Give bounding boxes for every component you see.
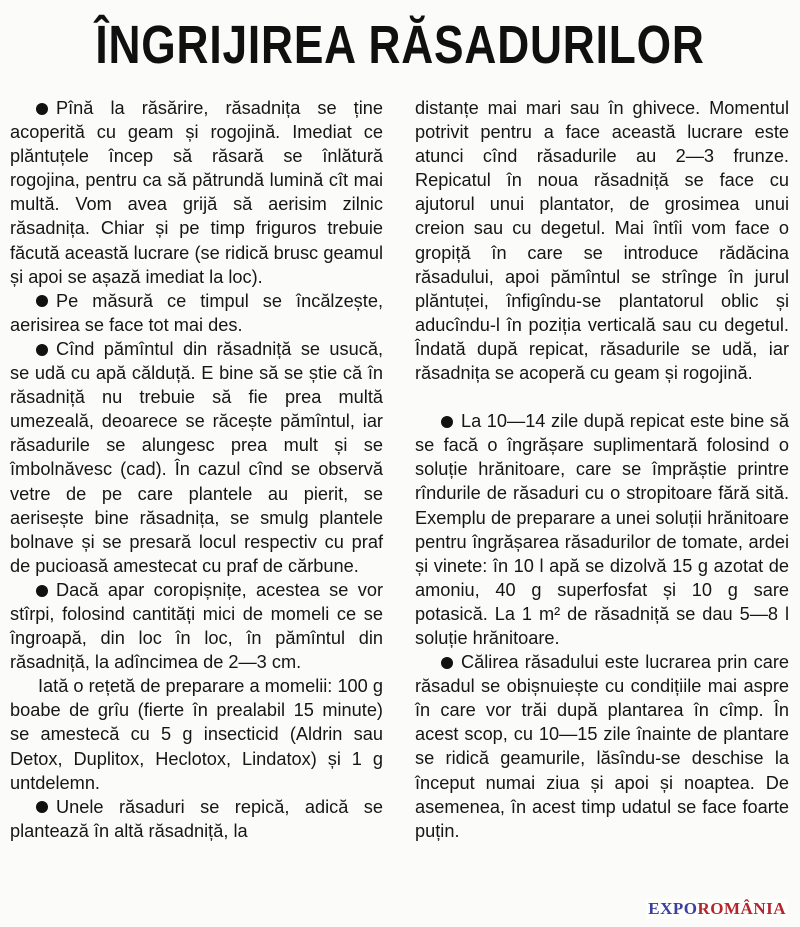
paragraph: distanțe mai mari sau în ghivece. Momentul potrivit pentru a face această lucrare este atunci cînd răsadurile au 2—3 frunze. Repicatul în noua răsadniță se face cu ajutorul unui plantator, de grosimea unui creion sau cu degetul. Mai întîi vom face o gropiță în care se introduce rădăcina răsadului, apoi pămîntul se strînge în jurul plăntuței, înfigîndu-se plantatorul oblic și aducîndu-l în poziția verticală sau cu degetul. Îndată după repicat, răsadurile se udă, iar răsadnița se acoperă cu geam și rogojină. [415, 98, 789, 384]
paragraph-gap [415, 385, 789, 409]
watermark-logo: EXPOROMÂNIA [648, 899, 786, 918]
bullet-icon [36, 344, 48, 356]
paragraph: Iată o rețetă de preparare a momelii: 100 g boabe de grîu (fierte în prealabil 15 minute) se amestecă cu 5 g insecticid (Aldrin sau Detox, Duplitox, Heclotox, Lindatox) și 1 g untdelemn. [10, 676, 383, 793]
paragraph: Pînă la răsărire, răsadnița se ține acoperită cu geam și rogojină. Imediat ce plăntuțele încep să răsară se înlătură rogojina, pentru ca să pătrundă lumină cît mai multă. Vom avea grijă să aerisim zilnic răsadnița. Chiar și pe timp friguros trebuie făcută această lucrare (se ridică brusc geamul și apoi se așază imediat la loc). [10, 98, 383, 287]
bullet-icon [36, 801, 48, 813]
bullet-icon [36, 103, 48, 115]
paragraph: Cînd pămîntul din răsadniță se usucă, se udă cu apă călduță. E bine să se știe că în răsadniță nu trebuie să fie prea multă umezeală, deoarece se răcește pămîntul, iar răsadurile se alungesc prea mult și se îmbolnăvesc (cad). În cazul cînd se observă vetre de pe care plantele au pierit, se aerisește bine răsadnița, se smulg plantele bolnave și se presară locul respectiv cu praf de pucioasă amestecat cu praf de cărbune. [10, 338, 383, 576]
paragraph: Călirea răsadului este lucrarea prin care răsadul se obișnuiește cu condițiile mai aspre în care vor trăi după plantarea în cîmp. În acest scop, cu 10—15 zile înainte de plantare se ridică geamurile, lăsîndu-se deschise la început numai ziua și apoi și noaptea. De asemenea, în acest timp udatul se face foarte puțin. [415, 652, 789, 841]
paragraph: Unele răsaduri se repică, adică se plantează în altă răsadniță, la [10, 796, 383, 841]
article-title: ÎNGRIJIREA RĂSADURILOR [95, 15, 705, 75]
paragraph: Dacă apar coropișnițe, acestea se vor stîrpi, folosind cantități mici de momeli ce se îngroapă, din loc în loc, în pămîntul din răsadniță, la adîncimea de 2—3 cm. [10, 579, 383, 673]
bullet-icon [441, 416, 453, 428]
paragraph: Pe măsură ce timpul se încălzește, aerisirea se face tot mai des. [10, 290, 383, 335]
paragraph: La 10—14 zile după repicat este bine să se facă o îngrășare suplimentară folosind o soluție hrănitoare, care se împrăștie printre rîndurile de răsaduri cu o stropitoare fără sită. Exemplu de preparare a unei soluții hrănitoare pentru îngrășarea răsadurilor de tomate, ardei și vinete: în 10 l apă se dizolvă 15 g azotat de amoniu, 40 g superfosfat și 10 g sare potasică. La 1 m² de răsadniță se dau 5—8 l soluție hrănitoare. [415, 411, 789, 648]
left-column [10, 96, 383, 843]
bullet-icon [441, 657, 453, 669]
right-column [415, 96, 789, 843]
bullet-icon [36, 585, 48, 597]
bullet-icon [36, 295, 48, 307]
